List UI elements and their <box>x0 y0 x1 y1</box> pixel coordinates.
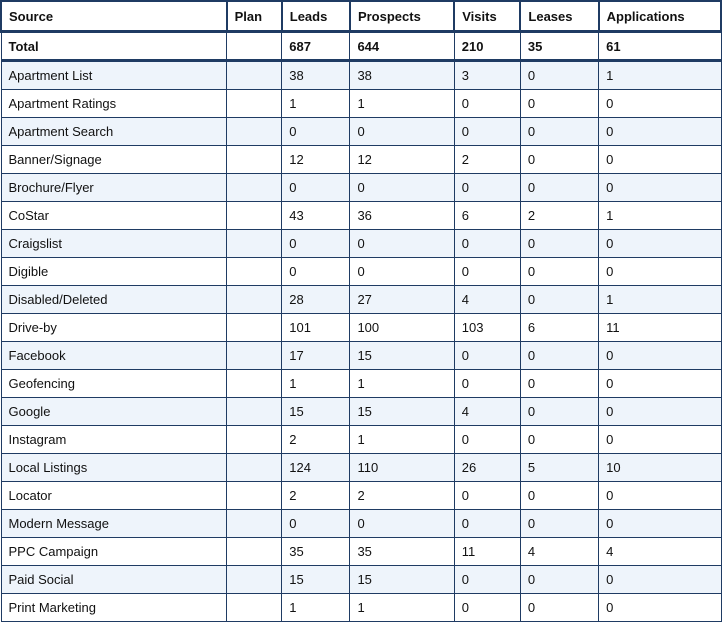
table-cell-visits: 4 <box>454 286 520 314</box>
table-cell-visits: 3 <box>454 61 520 90</box>
table-cell-applications: 11 <box>599 314 721 342</box>
table-cell-source: Apartment Search <box>1 118 227 146</box>
table-cell-plan <box>227 202 282 230</box>
table-row <box>1 510 721 538</box>
table-cell-prospects: 0 <box>350 510 454 538</box>
table-cell-applications: 1 <box>599 286 721 314</box>
table-cell-plan <box>227 258 282 286</box>
table-cell-visits: 2 <box>454 146 520 174</box>
table-cell-plan <box>227 398 282 426</box>
table-row <box>1 426 721 454</box>
table-cell-plan <box>227 454 282 482</box>
table-cell-prospects: 1 <box>350 426 454 454</box>
table-cell-leads: 28 <box>282 286 350 314</box>
total-cell-leads: 687 <box>282 32 350 61</box>
table-cell-visits: 0 <box>454 258 520 286</box>
table-cell-visits: 0 <box>454 426 520 454</box>
table-cell-leads: 35 <box>282 538 350 566</box>
table-cell-prospects: 100 <box>350 314 454 342</box>
table-cell-source: Instagram <box>1 426 227 454</box>
table-row <box>1 454 721 482</box>
table-cell-leases: 0 <box>520 426 598 454</box>
table-cell-applications: 0 <box>599 398 721 426</box>
table-cell-leases: 0 <box>520 61 598 90</box>
table-cell-source: Drive-by <box>1 314 227 342</box>
table-cell-source: Digible <box>1 258 227 286</box>
table-cell-leases: 0 <box>520 258 598 286</box>
table-cell-prospects: 35 <box>350 538 454 566</box>
table-cell-plan <box>227 174 282 202</box>
table-cell-plan <box>227 510 282 538</box>
table-cell-plan <box>227 566 282 594</box>
table-row <box>1 61 721 90</box>
table-cell-applications: 0 <box>599 146 721 174</box>
table-row <box>1 370 721 398</box>
table-row <box>1 594 721 622</box>
table-cell-prospects: 12 <box>350 146 454 174</box>
table-cell-visits: 0 <box>454 174 520 202</box>
table-cell-applications: 0 <box>599 566 721 594</box>
table-cell-source: Geofencing <box>1 370 227 398</box>
table-cell-leads: 12 <box>282 146 350 174</box>
table-cell-plan <box>227 482 282 510</box>
table-cell-applications: 0 <box>599 370 721 398</box>
table-cell-leads: 38 <box>282 61 350 90</box>
total-cell-source: Total <box>1 32 227 61</box>
table-cell-leases: 0 <box>520 90 598 118</box>
table-cell-prospects: 1 <box>350 90 454 118</box>
table-cell-prospects: 38 <box>350 61 454 90</box>
table-cell-applications: 0 <box>599 426 721 454</box>
table-cell-leases: 0 <box>520 566 598 594</box>
table-cell-leases: 6 <box>520 314 598 342</box>
table-cell-visits: 0 <box>454 482 520 510</box>
table-cell-leads: 1 <box>282 370 350 398</box>
total-cell-plan <box>227 32 282 61</box>
table-cell-plan <box>227 286 282 314</box>
table-cell-plan <box>227 538 282 566</box>
table-cell-plan <box>227 314 282 342</box>
table-row <box>1 314 721 342</box>
table-cell-leases: 2 <box>520 202 598 230</box>
table-cell-prospects: 27 <box>350 286 454 314</box>
table-row <box>1 566 721 594</box>
table-cell-applications: 0 <box>599 258 721 286</box>
table-row <box>1 90 721 118</box>
table-cell-leases: 0 <box>520 146 598 174</box>
table-cell-visits: 103 <box>454 314 520 342</box>
table-cell-prospects: 1 <box>350 370 454 398</box>
table-cell-prospects: 110 <box>350 454 454 482</box>
table-cell-leads: 1 <box>282 90 350 118</box>
total-cell-leases: 35 <box>520 32 598 61</box>
column-header-applications: Applications <box>599 1 721 32</box>
table-cell-prospects: 0 <box>350 174 454 202</box>
table-cell-leads: 0 <box>282 510 350 538</box>
table-cell-leads: 2 <box>282 482 350 510</box>
table-cell-visits: 0 <box>454 342 520 370</box>
table-cell-prospects: 1 <box>350 594 454 622</box>
table-cell-prospects: 0 <box>350 258 454 286</box>
table-cell-leases: 5 <box>520 454 598 482</box>
table-cell-source: Print Marketing <box>1 594 227 622</box>
table-cell-applications: 10 <box>599 454 721 482</box>
table-cell-plan <box>227 594 282 622</box>
table-cell-source: Local Listings <box>1 454 227 482</box>
table-cell-prospects: 36 <box>350 202 454 230</box>
table-cell-leases: 0 <box>520 594 598 622</box>
total-cell-visits: 210 <box>454 32 520 61</box>
table-cell-leases: 0 <box>520 342 598 370</box>
table-cell-leads: 1 <box>282 594 350 622</box>
table-cell-visits: 0 <box>454 370 520 398</box>
table-cell-applications: 0 <box>599 174 721 202</box>
column-header-source: Source <box>1 1 227 32</box>
table-cell-leads: 0 <box>282 230 350 258</box>
table-cell-visits: 6 <box>454 202 520 230</box>
table-cell-plan <box>227 118 282 146</box>
table-cell-leads: 124 <box>282 454 350 482</box>
table-cell-leads: 0 <box>282 118 350 146</box>
table-cell-prospects: 15 <box>350 398 454 426</box>
table-cell-source: Brochure/Flyer <box>1 174 227 202</box>
table-row <box>1 230 721 258</box>
table-cell-leases: 0 <box>520 118 598 146</box>
table-cell-leads: 0 <box>282 174 350 202</box>
table-cell-visits: 0 <box>454 90 520 118</box>
table-cell-visits: 0 <box>454 230 520 258</box>
table-row <box>1 538 721 566</box>
table-row <box>1 482 721 510</box>
table-cell-applications: 0 <box>599 594 721 622</box>
table-row <box>1 174 721 202</box>
table-cell-prospects: 2 <box>350 482 454 510</box>
table-cell-applications: 0 <box>599 90 721 118</box>
table-cell-leases: 0 <box>520 230 598 258</box>
table-cell-leases: 0 <box>520 510 598 538</box>
column-header-plan: Plan <box>227 1 282 32</box>
table-cell-applications: 0 <box>599 230 721 258</box>
table-cell-source: Banner/Signage <box>1 146 227 174</box>
column-header-prospects: Prospects <box>350 1 454 32</box>
table-cell-applications: 0 <box>599 342 721 370</box>
table-row <box>1 146 721 174</box>
table-cell-leads: 15 <box>282 566 350 594</box>
table-cell-source: PPC Campaign <box>1 538 227 566</box>
table-cell-visits: 4 <box>454 398 520 426</box>
table-cell-source: Paid Social <box>1 566 227 594</box>
table-cell-visits: 0 <box>454 566 520 594</box>
table-cell-leases: 0 <box>520 398 598 426</box>
table-cell-leases: 0 <box>520 286 598 314</box>
table-cell-applications: 0 <box>599 482 721 510</box>
table-cell-plan <box>227 370 282 398</box>
table-header-row <box>1 1 721 32</box>
table-cell-visits: 11 <box>454 538 520 566</box>
column-header-visits: Visits <box>454 1 520 32</box>
total-cell-prospects: 644 <box>350 32 454 61</box>
table-cell-visits: 0 <box>454 510 520 538</box>
table-cell-plan <box>227 342 282 370</box>
table-cell-source: Craigslist <box>1 230 227 258</box>
table-cell-applications: 1 <box>599 61 721 90</box>
table-cell-visits: 0 <box>454 118 520 146</box>
table-row <box>1 258 721 286</box>
table-cell-prospects: 15 <box>350 342 454 370</box>
table-cell-source: CoStar <box>1 202 227 230</box>
table-cell-leases: 0 <box>520 370 598 398</box>
table-cell-plan <box>227 230 282 258</box>
table-cell-leads: 101 <box>282 314 350 342</box>
table-cell-leads: 2 <box>282 426 350 454</box>
table-row <box>1 202 721 230</box>
table-cell-visits: 26 <box>454 454 520 482</box>
table-row <box>1 118 721 146</box>
table-cell-plan <box>227 146 282 174</box>
table-cell-leases: 0 <box>520 174 598 202</box>
table-cell-source: Modern Message <box>1 510 227 538</box>
table-cell-source: Google <box>1 398 227 426</box>
table-cell-prospects: 15 <box>350 566 454 594</box>
table-cell-plan <box>227 426 282 454</box>
table-cell-applications: 0 <box>599 510 721 538</box>
table-cell-prospects: 0 <box>350 230 454 258</box>
table-cell-prospects: 0 <box>350 118 454 146</box>
table-cell-applications: 1 <box>599 202 721 230</box>
table-cell-applications: 0 <box>599 118 721 146</box>
table-cell-source: Disabled/Deleted <box>1 286 227 314</box>
table-cell-source: Locator <box>1 482 227 510</box>
table-cell-applications: 4 <box>599 538 721 566</box>
table-cell-leads: 0 <box>282 258 350 286</box>
table-cell-leases: 0 <box>520 482 598 510</box>
table-cell-leads: 15 <box>282 398 350 426</box>
table-cell-source: Apartment Ratings <box>1 90 227 118</box>
table-cell-source: Facebook <box>1 342 227 370</box>
total-row <box>1 32 721 61</box>
table-cell-leases: 4 <box>520 538 598 566</box>
table-cell-plan <box>227 61 282 90</box>
column-header-leads: Leads <box>282 1 350 32</box>
table-cell-leads: 17 <box>282 342 350 370</box>
column-header-leases: Leases <box>520 1 598 32</box>
table-cell-plan <box>227 90 282 118</box>
table-row <box>1 342 721 370</box>
table-cell-visits: 0 <box>454 594 520 622</box>
table-row <box>1 286 721 314</box>
total-cell-applications: 61 <box>599 32 721 61</box>
table-cell-leads: 43 <box>282 202 350 230</box>
table-cell-source: Apartment List <box>1 61 227 90</box>
table-row <box>1 398 721 426</box>
